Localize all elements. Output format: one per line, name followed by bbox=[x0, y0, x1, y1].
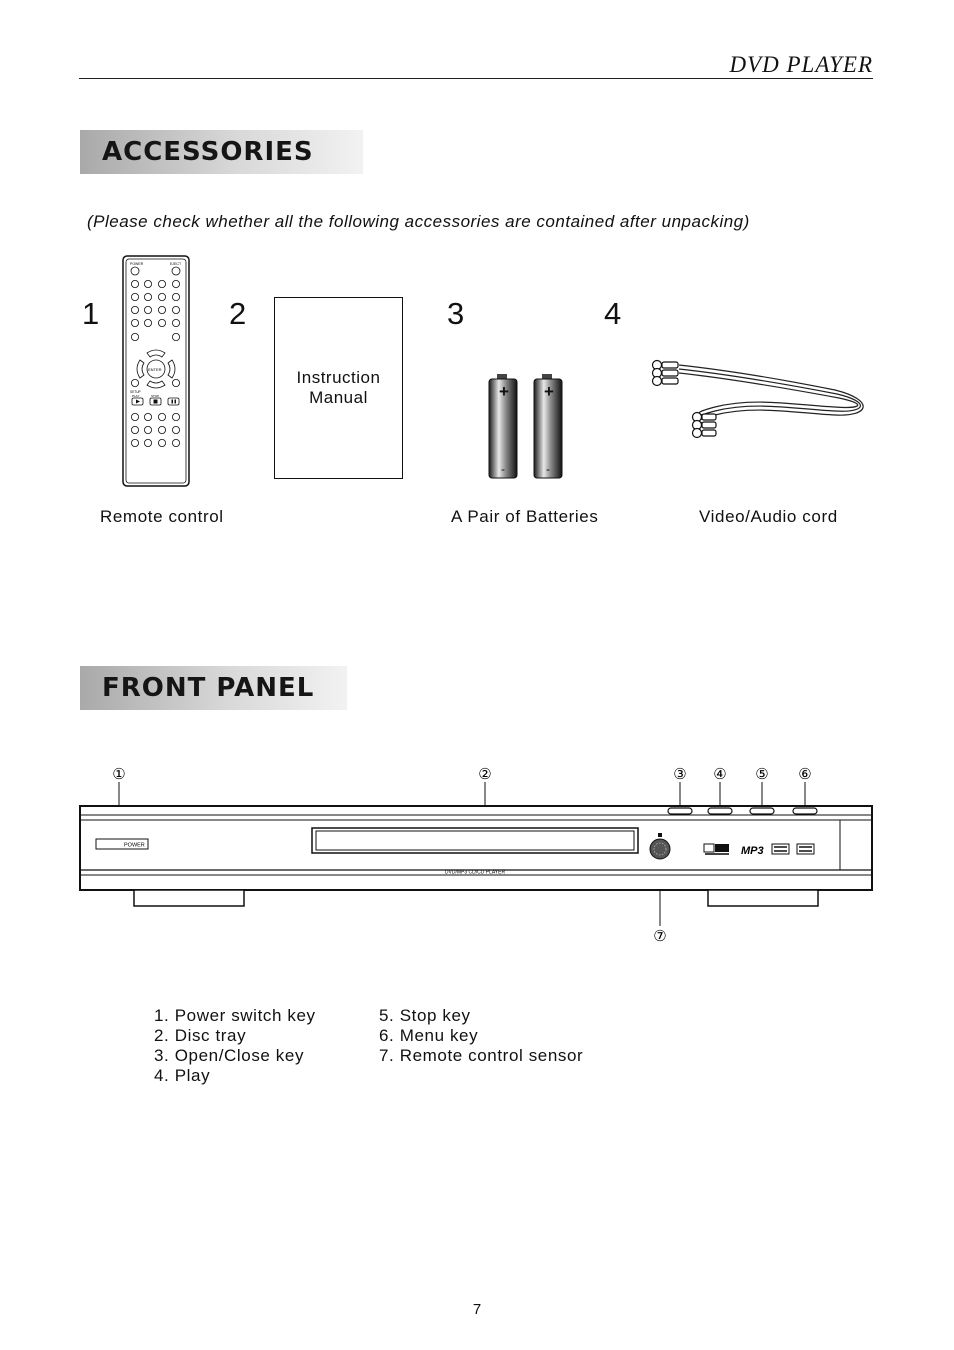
callout-5: ⑤ bbox=[755, 766, 769, 783]
remote-stop-label: STOP bbox=[151, 394, 160, 398]
front-panel-diagram bbox=[78, 760, 876, 950]
callout-1: ① bbox=[112, 766, 126, 783]
remote-enter-label: ENTER bbox=[148, 367, 162, 372]
legend-item-2: 2. Disc tray bbox=[154, 1026, 247, 1045]
remote-play-label: PLAY bbox=[132, 394, 140, 398]
remote-setup-label: SETUP bbox=[130, 390, 141, 394]
accessories-note: (Please check whether all the following accessories are contained after unpacking) bbox=[87, 212, 750, 231]
batteries-illustration bbox=[486, 372, 568, 482]
page-number: 7 bbox=[472, 1301, 482, 1318]
remote-control-illustration bbox=[122, 255, 190, 487]
callout-3: ③ bbox=[673, 766, 687, 783]
item-number-1: 1 bbox=[82, 296, 100, 331]
legend-item-4: 4. Play bbox=[154, 1066, 211, 1085]
manual-title bbox=[275, 368, 402, 408]
manual-title-line-1: Instruction bbox=[296, 368, 381, 387]
legend-right-column bbox=[379, 1006, 583, 1066]
callout-2: ② bbox=[478, 766, 492, 783]
item-number-3: 3 bbox=[447, 296, 465, 331]
header-title: DVD PLAYER bbox=[729, 52, 873, 77]
svg-text:-: - bbox=[546, 462, 550, 476]
remote-eject-label: EJECT bbox=[170, 262, 182, 266]
legend-item-6: 6. Menu key bbox=[379, 1026, 479, 1045]
accessories-heading: ACCESSORIES bbox=[80, 130, 363, 174]
video-audio-cord-illustration bbox=[645, 355, 870, 440]
legend-left-column bbox=[154, 1006, 316, 1086]
callout-7: ⑦ bbox=[653, 928, 667, 945]
legend-item-7: 7. Remote control sensor bbox=[379, 1046, 584, 1065]
front-panel-heading: FRONT PANEL bbox=[80, 666, 347, 710]
panel-power-label: POWER bbox=[124, 842, 145, 849]
item-number-4: 4 bbox=[604, 296, 622, 331]
svg-text:-: - bbox=[501, 462, 505, 476]
header-rule bbox=[79, 78, 873, 79]
caption-remote-control: Remote control bbox=[100, 507, 224, 526]
caption-video-audio-cord: Video/Audio cord bbox=[699, 507, 838, 526]
legend-item-3: 3. Open/Close key bbox=[154, 1046, 305, 1065]
remote-power-label: POWER bbox=[130, 262, 144, 266]
instruction-manual-illustration bbox=[274, 297, 403, 479]
callout-4: ④ bbox=[713, 766, 727, 783]
battery-1 bbox=[489, 374, 517, 478]
battery-2 bbox=[534, 374, 562, 478]
legend-item-1: 1. Power switch key bbox=[154, 1006, 316, 1025]
callout-6: ⑥ bbox=[798, 766, 812, 783]
item-number-2: 2 bbox=[229, 296, 247, 331]
manual-title-line-2: Manual bbox=[309, 388, 368, 407]
caption-batteries: A Pair of Batteries bbox=[451, 507, 599, 526]
svg-text:+: + bbox=[499, 382, 509, 401]
mp3-logo: MP3 bbox=[741, 845, 764, 857]
legend-item-5: 5. Stop key bbox=[379, 1006, 471, 1025]
svg-text:+: + bbox=[544, 382, 554, 401]
panel-model-label: DVD/MP3 CD/CD PLAYER bbox=[444, 869, 506, 876]
